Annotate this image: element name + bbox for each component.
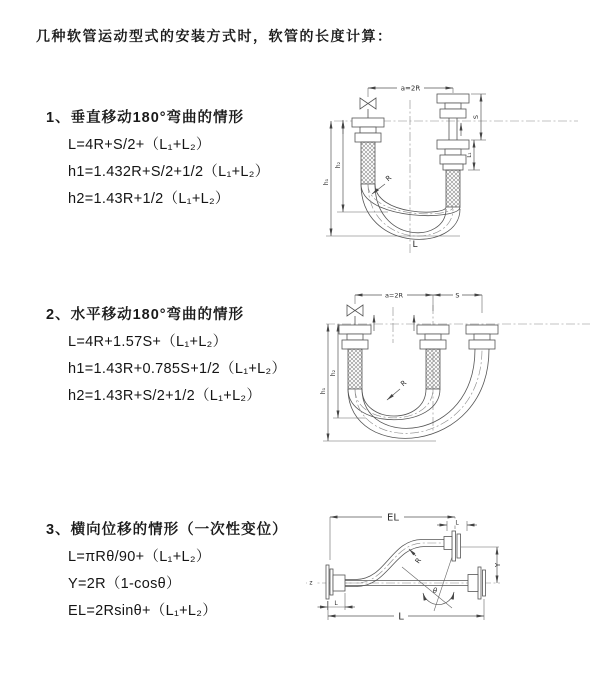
radius-callout [409, 549, 423, 565]
formula-L: L=4R+1.57S+（L₁+L₂） [68, 334, 228, 350]
dimension-S [433, 291, 482, 300]
formula-L: L=4R+S/2+（L₁+L₂） [68, 137, 211, 153]
dimension-h1 [320, 324, 436, 441]
dimension-a-2R [355, 291, 433, 300]
formula-h1: h1=1.432R+S/2+1/2（L₁+L₂） [68, 164, 270, 180]
diagram-lateral-displacement [298, 503, 600, 648]
dimension-Y [461, 547, 502, 583]
braid-section [348, 349, 362, 389]
hose-u-curves [348, 349, 489, 438]
svg-text:R: R [399, 378, 409, 389]
left-hose-fitting [343, 118, 384, 184]
hose-u-curves [361, 184, 460, 239]
formula-EL: EL=2Rsinθ+（L₁+L₂） [68, 603, 218, 619]
svg-text:a=2R: a=2R [384, 291, 404, 300]
valve-icon [347, 305, 363, 325]
section-1-heading: 1、垂直移动180°弯曲的情形 [46, 110, 245, 126]
lower-right-flange [468, 567, 486, 599]
svg-text:h₁: h₁ [320, 387, 327, 395]
section-3-heading: 3、横向位移的情形（一次性变位） [46, 522, 288, 538]
svg-text:EL: EL [387, 512, 399, 524]
svg-text:a=2R: a=2R [400, 84, 421, 93]
diagram-horizontal-180-bend [308, 283, 600, 468]
section-2-heading: 2、水平移动180°弯曲的情形 [46, 307, 245, 323]
diagram-vertical-180-bend [310, 72, 595, 262]
braid-section [426, 349, 440, 389]
svg-text:L: L [455, 519, 459, 527]
formula-L: L=πRθ/90+（L₁+L₂） [68, 549, 211, 565]
svg-text:θ: θ [432, 587, 438, 595]
svg-text:S: S [472, 114, 480, 120]
formula-h1: h1=1.43R+0.785S+1/2（L₁+L₂） [68, 361, 287, 377]
svg-text:L: L [334, 600, 338, 607]
svg-text:L₁: L₁ [467, 152, 473, 158]
radius-callout [387, 379, 408, 400]
svg-text:R: R [384, 173, 394, 184]
centerline-mark [307, 579, 315, 587]
formula-Y: Y=2R（1-cosθ） [68, 576, 181, 592]
svg-text:S: S [455, 291, 460, 300]
hose-s-curve [345, 540, 444, 587]
braid-section [446, 170, 460, 207]
upper-flange [444, 531, 461, 561]
section-vertical-180 [46, 109, 270, 208]
svg-text:h₁: h₁ [323, 178, 330, 186]
length-label: L [412, 240, 418, 250]
valve-icon [360, 98, 376, 118]
svg-text:Y: Y [494, 562, 502, 568]
dimension-L [328, 599, 484, 623]
dimension-L1 [318, 593, 356, 610]
section-horizontal-180 [46, 306, 286, 405]
svg-text:h₂: h₂ [330, 369, 337, 377]
svg-text:R: R [413, 556, 424, 566]
dimension-L2 [437, 519, 477, 532]
left-flange [326, 565, 345, 599]
formula-h2: h2=1.43R+1/2（L₁+L₂） [68, 191, 230, 207]
dimension-EL [330, 510, 455, 560]
page-title: 几种软管运动型式的安装方式时，软管的长度计算： [36, 28, 393, 44]
angle-theta-construction [402, 557, 454, 611]
right-hose-fitting-moved [466, 325, 498, 349]
section-lateral-displacement [46, 521, 288, 620]
dimension-S [471, 94, 486, 140]
svg-text:z: z [309, 579, 313, 587]
svg-text:L: L [398, 611, 404, 623]
left-hose-fitting [339, 325, 371, 389]
braid-section [361, 142, 375, 184]
svg-text:h₂: h₂ [335, 161, 342, 169]
middle-hose-fitting [417, 325, 449, 389]
right-hose-fitting [437, 94, 469, 207]
formula-h2: h2=1.43R+S/2+1/2（L₁+L₂） [68, 388, 262, 404]
